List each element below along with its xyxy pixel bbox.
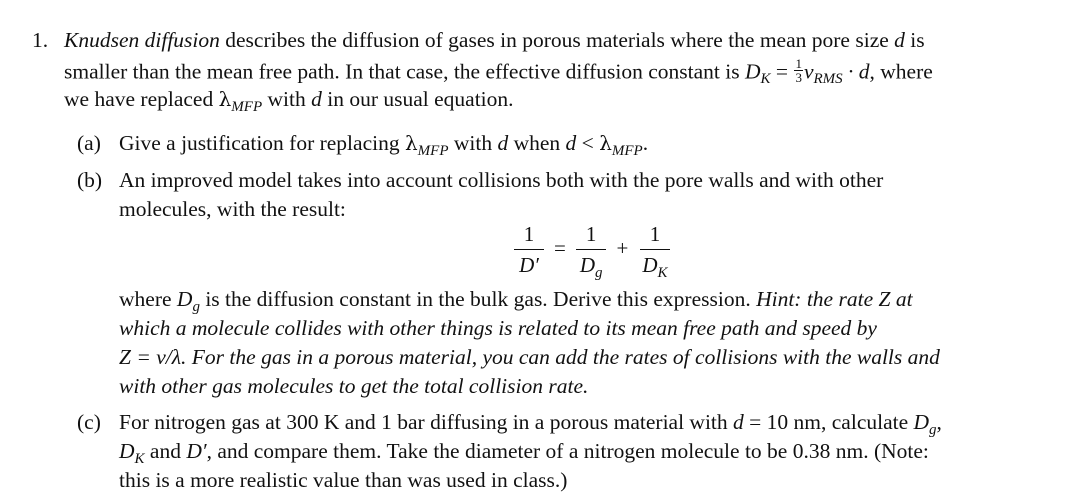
var-d: d bbox=[733, 410, 744, 434]
text-segment: is the diffusion constant in the bulk gas. Derive this expression. bbox=[199, 287, 757, 311]
equals-sign: = bbox=[554, 235, 566, 260]
fraction-lhs bbox=[514, 222, 544, 278]
fraction-denominator bbox=[638, 250, 671, 281]
hint-text: For the gas in a porous material, you can add the rates of collisions with the walls and bbox=[186, 345, 940, 369]
intro-text: smaller than the mean free path. In that case, the effective diffusion constant is bbox=[64, 59, 745, 84]
fraction-numerator: 1 bbox=[576, 222, 606, 250]
intro-text: , where bbox=[869, 59, 933, 84]
intro-text: in our usual equation. bbox=[321, 87, 514, 111]
equation-diffusion-sum bbox=[508, 222, 678, 281]
var-D: D bbox=[745, 59, 761, 84]
fraction-term-K bbox=[638, 222, 671, 281]
part-c-label: (c) bbox=[77, 410, 101, 434]
text-segment: , and compare them. Take the diameter of a nitrogen molecule to be 0.38 nm. (Note: bbox=[206, 439, 929, 463]
text-segment: For nitrogen gas at 300 K and 1 bar diffusing in a porous material with bbox=[119, 410, 734, 434]
intro-line-1 bbox=[64, 30, 925, 52]
var-d: d bbox=[565, 131, 577, 155]
var-d: d bbox=[497, 131, 509, 155]
part-b-line-1: An improved model takes into account collisions both with the pore walls and with other bbox=[119, 168, 884, 192]
part-a-segment: when bbox=[508, 131, 566, 155]
subscript-MFP: MFP bbox=[611, 143, 643, 159]
part-b-label: (b) bbox=[77, 168, 103, 192]
lambda-symbol: λ bbox=[218, 87, 232, 111]
dot-d: · d bbox=[842, 59, 870, 84]
intro-text: describes the diffusion of gases in porous materials where the mean pore size bbox=[219, 28, 895, 52]
term-knudsen-diffusion: Knudsen diffusion bbox=[64, 28, 220, 52]
subscript-MFP: MFP bbox=[417, 143, 449, 159]
text-segment: where bbox=[119, 287, 177, 311]
part-b-where-line-1 bbox=[119, 287, 913, 315]
var-D: D bbox=[119, 439, 135, 463]
period: . bbox=[642, 131, 649, 155]
fraction-denominator: D′ bbox=[519, 253, 539, 277]
text-segment: = 10 nm, calculate bbox=[743, 410, 914, 434]
var-d: d bbox=[894, 28, 905, 52]
subscript-g: g bbox=[929, 422, 937, 438]
fraction-denominator bbox=[576, 250, 607, 281]
part-c-line-1 bbox=[119, 410, 942, 438]
part-a-label: (a) bbox=[77, 131, 101, 155]
part-b-hint-line-4: with other gas molecules to get the total collision rate. bbox=[119, 374, 589, 398]
fraction-numerator: 1 bbox=[514, 222, 544, 250]
hint-text: Hint: the rate Z at bbox=[756, 287, 913, 311]
part-a-segment: with bbox=[448, 131, 498, 155]
intro-line-3 bbox=[64, 87, 514, 115]
comma: , bbox=[936, 410, 942, 434]
part-b-hint-line-2: which a molecule collides with other things is related to its mean free path and speed by bbox=[119, 316, 877, 340]
problem-number: 1. bbox=[32, 28, 49, 52]
intro-text: with bbox=[262, 87, 312, 111]
less-than-sign: < bbox=[576, 131, 600, 155]
equals-sign: = bbox=[770, 59, 794, 84]
part-c-line-3: this is a more realistic value than was used in class.) bbox=[119, 468, 568, 492]
text-segment: and bbox=[144, 439, 187, 463]
var-D: D bbox=[579, 253, 596, 277]
subscript-K: K bbox=[134, 451, 145, 467]
subscript-MFP: MFP bbox=[231, 99, 263, 115]
lambda-symbol: λ bbox=[404, 131, 418, 155]
subscript-g: g bbox=[192, 299, 200, 315]
fraction-numerator: 1 bbox=[640, 222, 670, 250]
part-c-line-2 bbox=[119, 439, 929, 467]
intro-text: is bbox=[904, 28, 925, 52]
var-D: D bbox=[913, 410, 930, 434]
subscript-K: K bbox=[760, 71, 771, 88]
subscript-g: g bbox=[595, 265, 603, 281]
var-D: D bbox=[176, 287, 193, 311]
fraction-denominator: 3 bbox=[795, 70, 802, 85]
fraction-term-g bbox=[576, 222, 607, 281]
lambda-symbol: λ bbox=[599, 131, 612, 155]
var-D: D bbox=[642, 253, 658, 277]
subscript-K: K bbox=[657, 265, 668, 281]
part-a-text bbox=[119, 131, 649, 159]
part-b-hint-line-3 bbox=[119, 347, 940, 369]
plus-sign: + bbox=[616, 235, 629, 260]
subscript-RMS: RMS bbox=[813, 71, 843, 88]
var-D-prime: D′ bbox=[186, 439, 207, 463]
var-v: v bbox=[803, 59, 814, 84]
intro-text: we have replaced bbox=[64, 87, 219, 111]
intro-line-2 bbox=[64, 56, 933, 88]
fraction-numerator: 1 bbox=[795, 56, 802, 71]
var-d: d bbox=[311, 87, 322, 111]
fraction-one-third bbox=[794, 57, 803, 84]
part-b-line-2: molecules, with the result: bbox=[119, 197, 346, 221]
part-a-segment: Give a justification for replacing bbox=[119, 131, 405, 155]
rate-equation: Z = v/λ. bbox=[119, 345, 187, 369]
